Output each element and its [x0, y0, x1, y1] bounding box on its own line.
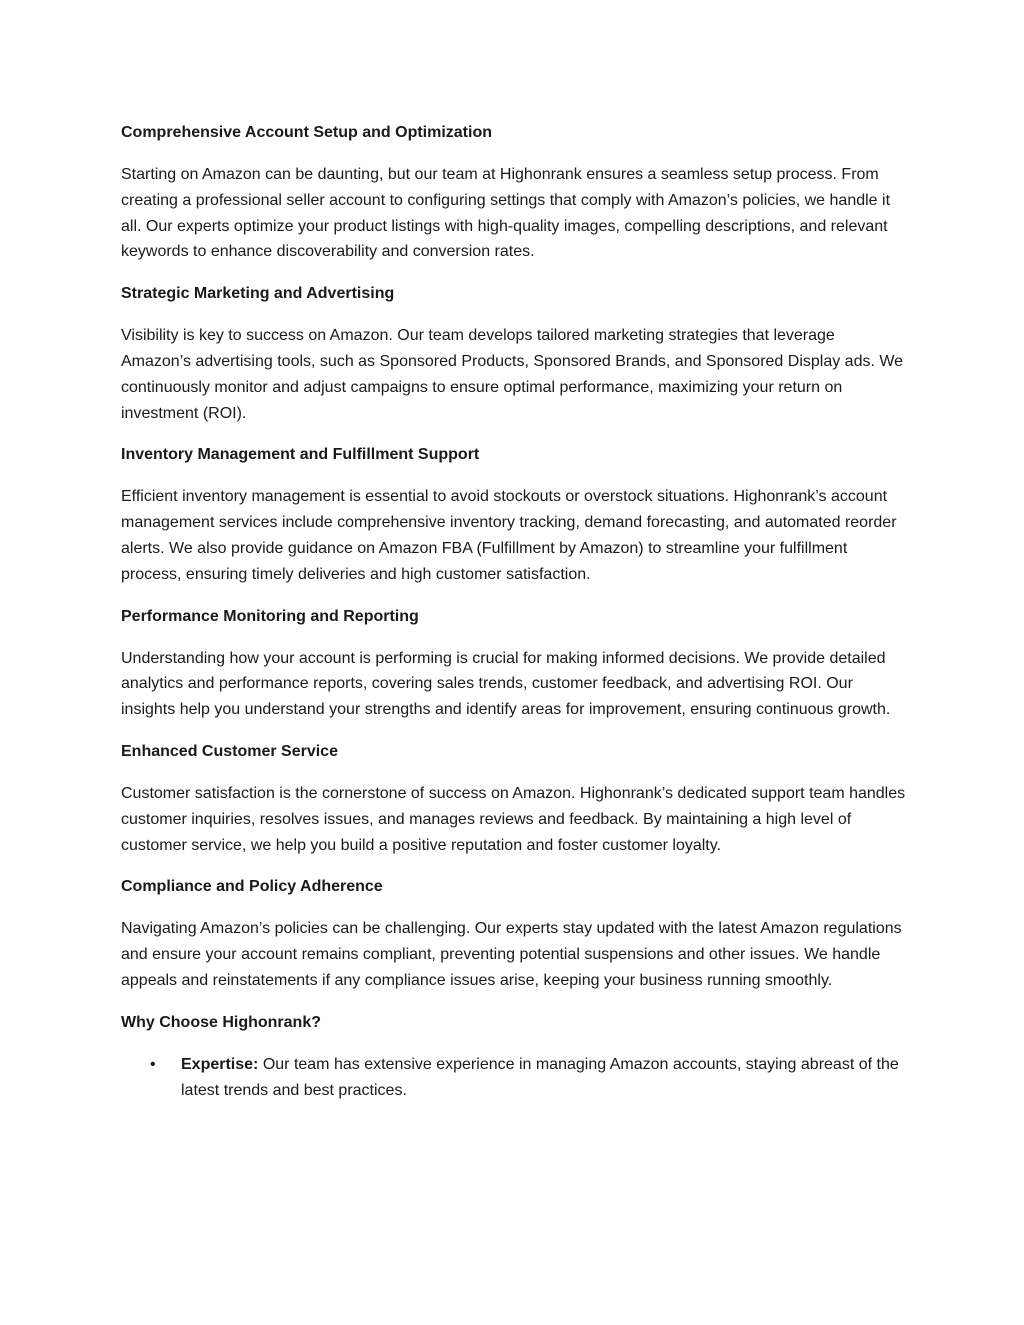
section-body: Customer satisfaction is the cornerstone of success on Amazon. Highonrank’s dedicated support team handles customer inquiries, resolves issues, and manages reviews and feedback. By maintaining a high level of customer service, we help you build a positive reputation and foster customer loyalty. — [121, 784, 906, 854]
section-heading: Compliance and Policy Adherence — [121, 878, 383, 896]
section-heading: Enhanced Customer Service — [121, 742, 338, 760]
section-body: Efficient inventory management is essential to avoid stockouts or overstock situations. Highonrank’s account management services include comprehensive inventory tracking, demand forecasting, and automated reorder alerts. We also provide guidance on Amazon FBA (Fulfillment by Amazon) to streamline your fulfillment process, ensuring timely deliveries and high customer satisfaction. — [121, 488, 897, 583]
list-item — [121, 1052, 906, 1104]
section-body: Starting on Amazon can be daunting, but our team at Highonrank ensures a seamless setup process. From creating a professional seller account to configuring settings that comply with Amazon’s policies, we handle it all. Our experts optimize your product listings with high-quality images, compelling descriptions, and relevant keywords to enhance discoverability and conversion rates. — [121, 166, 891, 261]
section-why-choose — [121, 1010, 906, 1104]
section-heading: Comprehensive Account Setup and Optimization — [121, 124, 492, 141]
bullet-title: Expertise: — [181, 1055, 259, 1073]
section-compliance — [121, 874, 906, 993]
section-performance — [121, 604, 906, 723]
section-heading: Performance Monitoring and Reporting — [121, 607, 419, 625]
bullet-text: Our team has extensive experience in managing Amazon accounts, staying abreast of the latest trends and best practices. — [181, 1055, 899, 1099]
section-heading: Inventory Management and Fulfillment Support — [121, 446, 480, 464]
section-heading: Strategic Marketing and Advertising — [121, 285, 395, 303]
section-marketing — [121, 281, 906, 426]
document-page — [121, 120, 906, 1103]
section-customer-service — [121, 739, 906, 858]
section-setup — [121, 120, 906, 265]
section-body: Understanding how your account is performing is crucial for making informed decisions. We provide detailed analytics and performance reports, covering sales trends, customer feedback, and advertising ROI. Our insights help you understand your strengths and identify areas for improvement, ensuring continuous growth. — [121, 649, 891, 719]
section-heading: Why Choose Highonrank? — [121, 1013, 321, 1031]
bullet-list — [121, 1052, 906, 1104]
section-body: Visibility is key to success on Amazon. Our team develops tailored marketing strategies that leverage Amazon’s advertising tools, such as Sponsored Products, Sponsored Brands, and Sponsored Display ads. We continuously monitor and adjust campaigns to ensure optimal performance, maximizing your return on investment (ROI). — [121, 327, 904, 422]
section-body: Navigating Amazon’s policies can be challenging. Our experts stay updated with the latest Amazon regulations and ensure your account remains compliant, preventing potential suspensions and other issues. We handle appeals and reinstatements if any compliance issues arise, keeping your business running smoothly. — [121, 920, 902, 989]
bullet-icon: • — [150, 1055, 156, 1073]
section-inventory — [121, 442, 906, 587]
